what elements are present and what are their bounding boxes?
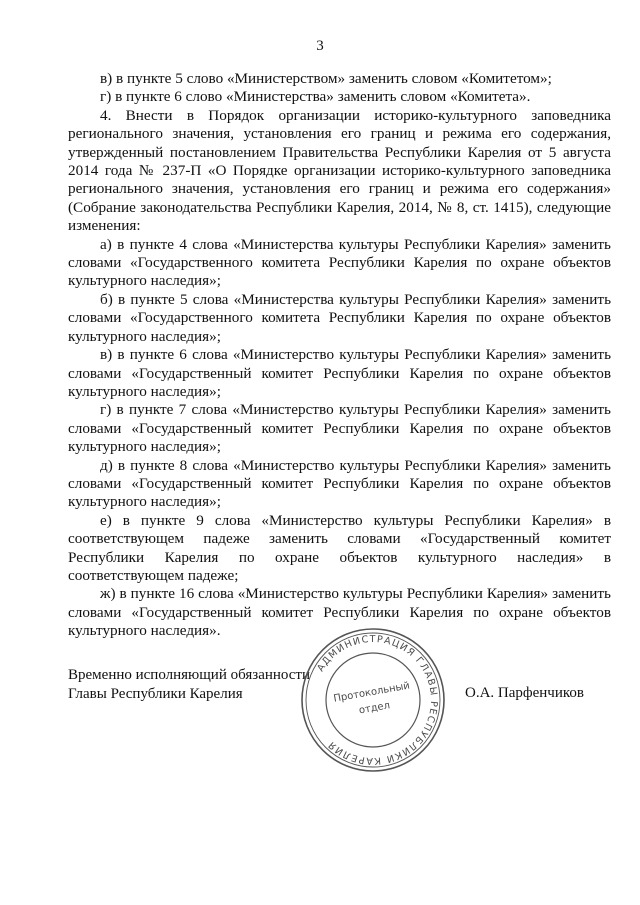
document-body [68, 70, 611, 641]
paragraph: ж) в пункте 16 слова «Министерство культуры Республики Карелия» заменить словами «Государственный комитет Республики Карелия по охране объектов культурного наследия». [68, 585, 611, 640]
page-number: 3 [316, 38, 324, 54]
svg-text:отдел: отдел [358, 700, 391, 717]
paragraph: а) в пункте 4 слова «Министерства культуры Республики Карелия» заменить словами «Государственного комитета Республики Карелия по охране объектов культурного наследия»; [68, 235, 611, 290]
paragraph: 4. Внести в Порядок организации историко-культурного заповедника регионального значения, установления его границ и режима его содержания, утвержденный постановлением Правительства Республики Карелия от 5 августа 2014 года № 237-П «О Порядке организации историко-культурного заповедника регионального значения, установления его границ и режима его содержания» (Собрание законодательства Республики Карелия, 2014, № 8, ст. 1415), следующие изменения: [68, 106, 611, 235]
official-stamp [298, 625, 448, 775]
signature-position [68, 666, 310, 704]
stamp-outer-text: АДМИНИСТРАЦИЯ ГЛАВЫ РЕСПУБЛИКИ КАРЕЛИЯ [315, 633, 440, 767]
stamp-outer-ring [302, 629, 444, 771]
paragraph: д) в пункте 8 слова «Министерство культуры Республики Карелия» заменить словами «Государственный комитет Республики Карелия по охране объектов культурного наследия»; [68, 456, 611, 511]
stamp-inner-text [333, 680, 414, 720]
signature-position-line2: Главы Республики Карелия [68, 686, 243, 702]
paragraph: б) в пункте 5 слова «Министерства культуры Республики Карелия» заменить словами «Государственного комитета Республики Карелия по охране объектов культурного наследия»; [68, 290, 611, 345]
signature-position-line1: Временно исполняющий обязанности [68, 667, 311, 683]
paragraph: в) в пункте 6 слова «Министерство культуры Республики Карелия» заменить словами «Государственный комитет Республики Карелия по охране объектов культурного наследия»; [68, 346, 611, 400]
paragraph: е) в пункте 9 слова «Министерство культуры Республики Карелия» в соответствующем падеже заменить словами «Государственный комитет Республики Карелия по охране объектов культурного наследия» в соответствующем падеже; [68, 511, 611, 584]
paragraph: в) в пункте 5 слово «Министерством» заменить словом «Комитетом»; [100, 70, 552, 87]
paragraph: г) в пункте 6 слово «Министерства» заменить словом «Комитета». [100, 88, 531, 106]
paragraph: г) в пункте 7 слова «Министерство культуры Республики Карелия» заменить словами «Государственный комитет Республики Карелия по охране объектов культурного наследия»; [68, 401, 611, 456]
signature-name: О.А. Парфенчиков [465, 685, 584, 701]
svg-text:Протокольный: Протокольный [332, 680, 411, 705]
